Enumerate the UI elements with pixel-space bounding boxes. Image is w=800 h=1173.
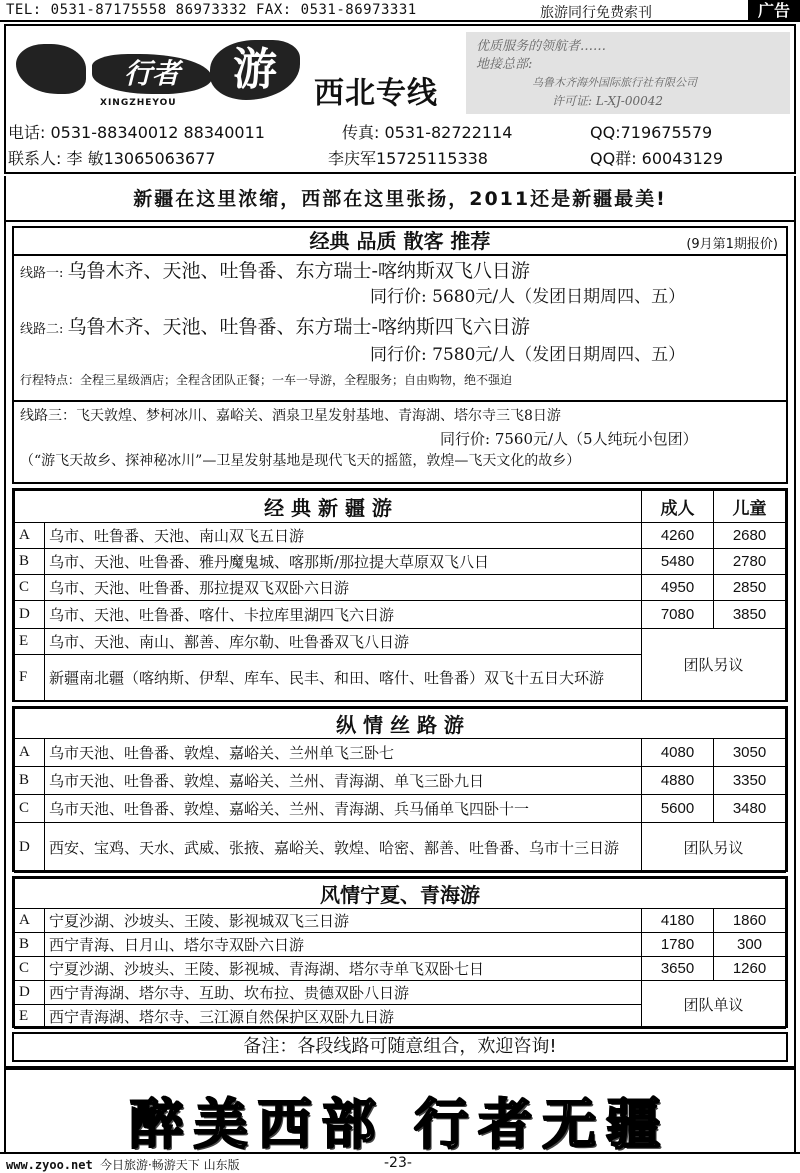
contact-info — [8, 120, 794, 172]
child-price: 300 — [714, 933, 786, 957]
fax: 传真: 0531-82722114 — [342, 123, 513, 142]
qq: QQ:719675579 — [590, 123, 713, 142]
child-price: 3850 — [714, 601, 786, 629]
row-id: C — [15, 795, 45, 823]
child-price: 1260 — [714, 957, 786, 981]
route-text: 乌市、天池、南山、鄯善、库尔勒、吐鲁番双飞八日游 — [45, 629, 642, 655]
row-id: A — [15, 739, 45, 767]
qq-group: QQ群: 60043129 — [590, 149, 724, 168]
slogan-line1: 优质服务的领航者…… — [476, 39, 607, 54]
group-price-note: 团队另议 — [642, 823, 786, 873]
header — [4, 24, 796, 174]
child-price: 3350 — [714, 767, 786, 795]
row-id: F — [15, 655, 45, 701]
ningxia-qinghai-section — [12, 876, 788, 1028]
child-price: 2780 — [714, 549, 786, 575]
route-text: 西宁青海、日月山、塔尔寺双卧六日游 — [45, 933, 642, 957]
adult-header: 成人 — [642, 491, 714, 523]
row-id: B — [15, 933, 45, 957]
adult-price: 5600 — [642, 795, 714, 823]
trip-features: 行程特点：全程三星级酒店；全程含团队正餐；一车一导游，全程服务；自由购物，绝不强迫 — [20, 373, 513, 387]
headline: 新疆在这里浓缩，西部在这里张扬，2011还是新疆最美! — [4, 176, 796, 222]
route1-price: 同行价: 5680元/人（发团日期周四、五） — [370, 287, 686, 307]
xinjiang-title: 经 典 新 疆 游 — [15, 491, 642, 523]
group-price-note: 团队另议 — [642, 629, 786, 701]
route-text: 乌市、天池、吐鲁番、那拉提双飞双卧六日游 — [45, 575, 642, 601]
website-slogan: 今日旅游·畅游天下 山东版 — [99, 1158, 240, 1172]
content-box — [4, 222, 796, 1068]
route2-price: 同行价: 7580元/人（发团日期周四、五） — [370, 345, 686, 365]
route-text: 西安、宝鸡、天水、武威、张掖、嘉峪关、敦煌、哈密、鄯善、吐鲁番、乌市十三日游 — [45, 823, 642, 873]
route-text: 乌市天池、吐鲁番、敦煌、嘉峪关、兰州、青海湖、单飞三卧九日 — [45, 767, 642, 795]
route-text: 新疆南北疆（喀纳斯、伊犁、库车、民丰、和田、喀什、吐鲁番）双飞十五日大环游 — [45, 655, 642, 701]
row-id: D — [15, 981, 45, 1005]
adult-price: 7080 — [642, 601, 714, 629]
footer-slogan: 醉美西部 行者无疆 — [129, 1092, 671, 1156]
adult-price: 4950 — [642, 575, 714, 601]
top-tel: TEL: 0531-87175558 86973332 FAX: 0531-86973331 — [6, 2, 417, 18]
route1-label: 线路一: — [20, 266, 68, 281]
logo-camel-icon — [16, 44, 86, 94]
slogan-line3: 乌鲁木齐海外国际旅行社有限公司 — [532, 76, 697, 89]
row-id: B — [15, 767, 45, 795]
adult-price: 4260 — [642, 523, 714, 549]
child-header: 儿童 — [714, 491, 786, 523]
row-id: A — [15, 523, 45, 549]
row-id: B — [15, 549, 45, 575]
row-id: C — [15, 575, 45, 601]
top-bar — [0, 0, 800, 22]
row-id: E — [15, 1005, 45, 1029]
slogan-line4: 许可证: L-XJ-00042 — [552, 94, 664, 108]
route3-price: 同行价: 7560元/人（5人纯玩小包团） — [440, 430, 698, 448]
silkroad-section — [12, 706, 788, 872]
price-period-note: (9月第1期报价) — [686, 237, 778, 252]
xinjiang-section — [12, 488, 788, 702]
remark: 备注：各段线路可随意组合，欢迎咨询! — [12, 1032, 788, 1062]
recommend-section — [12, 226, 788, 484]
row-id: D — [15, 823, 45, 873]
website-url: www.zyoo.net — [6, 1158, 93, 1172]
adult-price: 3650 — [642, 957, 714, 981]
adult-price: 1780 — [642, 933, 714, 957]
northwest-line-title: 西北专线 — [314, 76, 438, 111]
silkroad-title: 纵 情 丝 路 游 — [15, 709, 786, 739]
logo — [10, 32, 306, 122]
logo-pinyin: XINGZHEYOU — [100, 98, 177, 108]
route-text: 乌市、吐鲁番、天池、南山双飞五日游 — [45, 523, 642, 549]
route3-name: 线路三：飞天敦煌、梦柯冰川、嘉峪关、酒泉卫星发射基地、青海湖、塔尔寺三飞8日游 — [20, 408, 561, 424]
child-price: 3480 — [714, 795, 786, 823]
website — [6, 1156, 240, 1173]
contact-person2: 李庆军15725115338 — [328, 149, 488, 168]
route-text: 西宁青海湖、塔尔寺、三江源自然保护区双卧九日游 — [45, 1005, 642, 1029]
child-price: 2850 — [714, 575, 786, 601]
adult-price: 4180 — [642, 909, 714, 933]
bottom-bar — [0, 1152, 800, 1172]
top-index: 旅游同行免费索刊 — [540, 5, 652, 21]
adult-price: 5480 — [642, 549, 714, 575]
row-id: D — [15, 601, 45, 629]
logo-you-text: 游 — [210, 40, 300, 100]
child-price: 2680 — [714, 523, 786, 549]
route-text: 乌市天池、吐鲁番、敦煌、嘉峪关、兰州单飞三卧七 — [45, 739, 642, 767]
group-price-note: 团队单议 — [642, 981, 786, 1029]
route1-name: 乌鲁木齐、天池、吐鲁番、东方瑞士-喀纳斯双飞八日游 — [67, 260, 530, 282]
ningxia-title: 风情宁夏、青海游 — [15, 879, 786, 909]
phone: 电话: 0531-88340012 88340011 — [8, 123, 265, 142]
route-text: 乌市、天池、吐鲁番、喀什、卡拉库里湖四飞六日游 — [45, 601, 642, 629]
child-price: 3050 — [714, 739, 786, 767]
slogan-box — [466, 32, 790, 114]
footer-banner — [4, 1068, 796, 1156]
ad-badge: 广告 — [748, 0, 800, 22]
route2-label: 线路二: — [20, 322, 68, 337]
route3-note: （“游飞天故乡、探神秘冰川”—卫星发射基地是现代飞天的摇篮，敦煌—飞天文化的故乡） — [20, 453, 581, 469]
slogan-line2: 地接总部: — [476, 57, 533, 72]
route-text: 宁夏沙湖、沙坡头、王陵、影视城双飞三日游 — [45, 909, 642, 933]
route2-name: 乌鲁木齐、天池、吐鲁番、东方瑞士-喀纳斯四飞六日游 — [67, 316, 530, 338]
child-price: 1860 — [714, 909, 786, 933]
route-text: 乌市、天池、吐鲁番、雅丹魔鬼城、喀那斯/那拉提大草原双飞八日 — [45, 549, 642, 575]
route-text: 西宁青海湖、塔尔寺、互助、坎布拉、贵德双卧八日游 — [45, 981, 642, 1005]
route-text: 宁夏沙湖、沙坡头、王陵、影视城、青海湖、塔尔寺单飞双卧七日 — [45, 957, 642, 981]
route-text: 乌市天池、吐鲁番、敦煌、嘉峪关、兰州、青海湖、兵马俑单飞四卧十一 — [45, 795, 642, 823]
row-id: C — [15, 957, 45, 981]
adult-price: 4080 — [642, 739, 714, 767]
row-id: A — [15, 909, 45, 933]
contact-person1: 联系人: 李 敏13065063677 — [8, 149, 216, 168]
logo-brand-text: 行者 — [92, 54, 212, 94]
recommend-title: 经典 品质 散客 推荐 — [309, 229, 491, 253]
page-number: -23- — [384, 1155, 412, 1171]
row-id: E — [15, 629, 45, 655]
adult-price: 4880 — [642, 767, 714, 795]
